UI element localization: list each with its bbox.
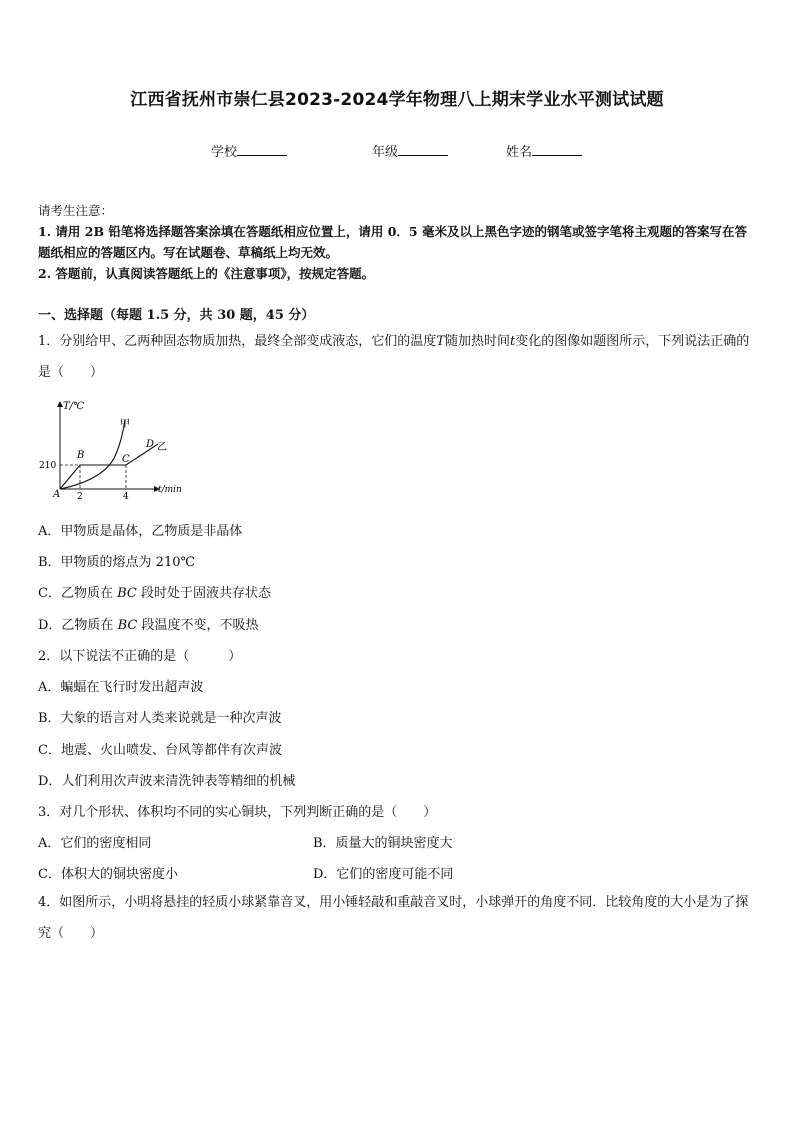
- point-A-label: A: [53, 489, 61, 500]
- question-3-stem: 3．对几个形状、体积均不同的实心铜块，下列判断正确的是（ ）: [38, 805, 437, 820]
- label-jia: 甲: [120, 419, 130, 430]
- q3-option-C: C．体积大的铜块密度小: [38, 867, 178, 882]
- q1-stem-a: 1．分别给甲、乙两种固态物质加热，最终全部变成液态，它们的温度: [38, 334, 437, 349]
- curve-yi: [60, 444, 158, 489]
- q1-var-t: t: [509, 334, 516, 349]
- point-D-label: D: [146, 439, 155, 450]
- x-axis-label: t/min: [158, 485, 182, 495]
- question-4-stem: 4．如图所示，小明将悬挂的轻质小球紧靠音叉，用小锤轻敲和重敲音叉时，小球弹开的角度不同．比较角度的大小是为了探究（ ）: [38, 895, 749, 941]
- q1-option-D-post: 段温度不变，不吸热: [137, 618, 259, 633]
- notice-block: [38, 200, 758, 284]
- q1-stem-c: 变化的图像如题图所示，下列说法正确的是（ ）: [38, 334, 750, 380]
- point-B-label: B: [77, 450, 85, 461]
- y-tick-210: 210: [39, 461, 57, 471]
- q1-option-C-pre: C．乙物质在: [38, 586, 118, 601]
- curve-jia: [60, 420, 125, 489]
- notice-heading: 请考生注意：: [38, 203, 114, 218]
- q1-option-B: B．甲物质的熔点为 210℃: [38, 555, 196, 570]
- q1-option-C: [38, 582, 271, 601]
- q2-option-C: C．地震、火山喷发、台风等都伴有次声波: [38, 743, 282, 758]
- name-blank: [532, 144, 582, 156]
- notice-item-1: 1. 请用 2B 铅笔将选择题答案涂填在答题纸相应位置上，请用 0．5 毫米及以上黑色字迹的钢笔或签字笔将主观题的答案写在答题纸相应的答题区内。写在试题卷、草稿纸上均无效。: [38, 224, 747, 260]
- question-2-stem: 2．以下说法不正确的是（ ）: [38, 649, 242, 664]
- q1-option-A: A．甲物质是晶体，乙物质是非晶体: [38, 524, 243, 539]
- q2-option-A: A．蝙蝠在飞行时发出超声波: [38, 680, 204, 695]
- q1-stem-b: 随加热时间: [444, 334, 510, 349]
- temperature-time-graph: [36, 396, 196, 500]
- q1-option-C-post: 段时处于固液共存状态: [136, 586, 271, 601]
- grade-field: [372, 141, 448, 160]
- grade-blank: [398, 144, 448, 156]
- label-yi: 乙: [157, 442, 167, 453]
- section-heading: 一、选择题（每题 1.5 分，共 30 题，45 分）: [38, 308, 315, 323]
- q2-option-B: B．大象的语言对人类来说就是一种次声波: [38, 711, 282, 726]
- grade-label: 年级: [372, 145, 399, 160]
- name-label: 姓名: [506, 145, 533, 160]
- q3-option-A: A．它们的密度相同: [38, 836, 152, 851]
- exam-title: 江西省抚州市崇仁县2023-2024学年物理八上期末学业水平测试试题: [130, 90, 664, 110]
- school-blank: [237, 144, 287, 156]
- school-label: 学校: [211, 145, 238, 160]
- x-tick-4: 4: [123, 492, 129, 500]
- q1-var-T: T: [436, 334, 445, 349]
- q2-option-D: D．人们利用次声波来清洗钟表等精细的机械: [38, 774, 296, 789]
- point-C-label: C: [122, 454, 130, 465]
- question-1-stem: [38, 326, 758, 388]
- x-tick-2: 2: [77, 492, 83, 500]
- q1-option-C-var: BC: [117, 586, 137, 601]
- name-field: [506, 141, 582, 160]
- q3-option-D: D．它们的密度可能不同: [313, 867, 454, 882]
- y-axis-label: T/℃: [63, 401, 85, 412]
- q3-option-B: B．质量大的铜块密度大: [313, 836, 453, 851]
- school-field: [211, 141, 287, 160]
- q1-option-D-var: BC: [117, 618, 138, 633]
- q1-option-D-pre: D．乙物质在: [38, 618, 118, 633]
- q1-option-D: [38, 614, 258, 633]
- notice-item-2: 2. 答题前，认真阅读答题纸上的《注意事项》，按规定答题。: [38, 266, 375, 281]
